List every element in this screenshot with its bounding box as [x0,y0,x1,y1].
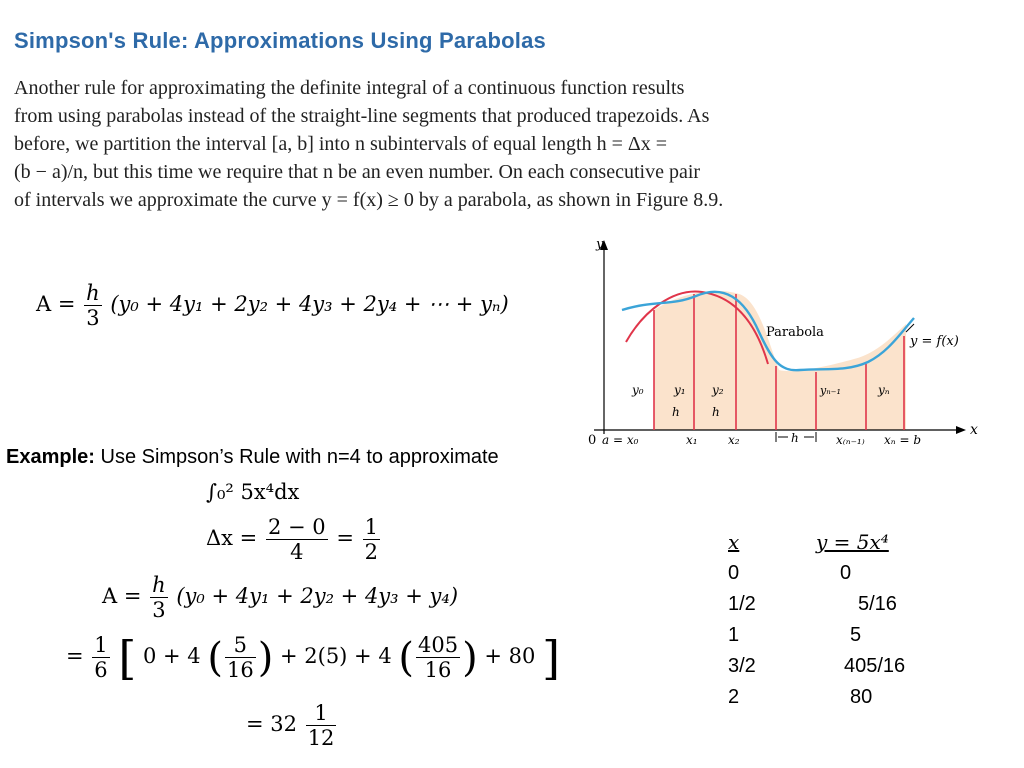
a-fraction [150,574,168,621]
table-header-x: x [728,530,740,554]
a-lhs: A = [102,584,142,609]
left-paren: ( [398,634,414,681]
table-cell-x: 1 [728,624,740,646]
dx-den: 4 [266,539,328,563]
strip-label: yₙ [878,383,890,397]
strip-label: yₙ₋₁ [820,384,841,397]
h-label: h [712,405,720,419]
table-cell-x: 1/2 [728,593,756,615]
left-paren: ( [207,634,223,681]
result-equation [246,702,338,749]
x-tick-label: x₂ [728,433,740,447]
right-paren: ) [462,634,478,681]
result-lhs: = 32 [246,712,297,737]
sub-f1-num: 5 [233,633,248,657]
left-bracket: [ [118,630,137,685]
simpson-formula [36,282,509,329]
h-label: h [672,405,680,419]
paragraph-line: Another rule for approximating the definite integral of a continuous function results [14,77,685,99]
formula-frac-num: h [86,281,100,305]
section-title: Simpson's Rule: Approximations Using Parabolas [14,28,546,53]
sub-part2: + 2(5) + 4 [280,644,392,669]
x-tick-label: x₁ [686,433,698,447]
h-span-label: h [791,431,799,445]
curve-label: y = f(x) [910,334,959,349]
y-axis-label: y [596,237,604,252]
right-bracket: ] [542,630,561,685]
sub-f2-den: 16 [416,657,460,681]
result-fraction [306,702,337,749]
sub-part3: + 80 [484,644,536,669]
sub-num: 1 [94,633,108,657]
strip-label: y₀ [632,383,644,397]
dx-fraction [266,516,328,563]
paragraph-line: from using parabolas instead of the straight-line segments that produced trapezoids. As [14,105,710,127]
example-prompt [6,446,499,469]
parabola-figure [584,234,984,452]
strip-label: y₁ [674,383,686,397]
table-cell-y: 405/16 [844,655,906,677]
dx-res-num: 1 [364,515,378,539]
x-axis-label: x [970,422,978,438]
table-cell-y: 80 [850,686,873,708]
sub-frac1 [225,634,256,681]
a-den: 3 [150,597,168,621]
intro-paragraph [14,74,1004,214]
sub-part1: 0 + 4 [143,644,201,669]
x-tick-label: x₍ₙ₋₁₎ [836,433,865,447]
integral-expression: ∫₀² 5x⁴dx [206,480,300,504]
table-cell-y: 5 [850,624,862,646]
formula-fraction [84,282,102,329]
x-tick-label: xₙ = b [884,433,921,447]
example-label: Example: [6,446,95,468]
dx-res-den: 2 [364,540,378,565]
formula-rhs: (y₀ + 4y₁ + 2y₂ + 4y₃ + 2y₄ + ⋯ + yₙ) [110,292,509,317]
table-cell-x: 3/2 [728,655,756,677]
substitution-equation [66,630,561,685]
table-cell-y: 0 [840,562,852,584]
paragraph-line: (b − a)/n, but this time we require that n be an even number. On each consecutive pair [14,161,701,183]
dx-result [363,516,380,563]
formula-lhs: A = [36,292,76,317]
dx-lhs: Δx = [206,526,258,551]
result-den: 12 [307,726,335,751]
strip-label: y₂ [712,383,724,397]
sub-eq: = [66,644,84,669]
sub-fraction [92,634,109,681]
paragraph-line: of intervals we approximate the curve y = f(x) ≥ 0 by a parabola, as shown in Figure 8.9. [14,189,724,211]
table-cell-x: 0 [728,562,740,584]
example-text: Use Simpson’s Rule with n=4 to approximate [94,446,499,468]
table-header-y: y = 5x⁴ [816,530,889,554]
table-cell-y: 5/16 [858,593,897,615]
parabola-label: Parabola [766,325,824,340]
a-rhs: (y₀ + 4y₁ + 2y₂ + 4y₃ + y₄) [176,584,459,609]
dx-num: 2 − 0 [267,515,326,539]
a-num: h [152,573,166,597]
paragraph-line: before, we partition the interval [a, b] into n subintervals of equal length h = Δx = [14,133,668,155]
result-num: 1 [314,701,328,725]
sub-frac2 [416,634,460,681]
dx-eq: = [336,526,354,551]
origin-label: 0 [588,433,597,448]
x-axis-arrow-icon [956,426,966,434]
sub-f1-den: 16 [226,658,254,683]
sub-f2-num: 405 [417,633,459,657]
right-paren: ) [257,634,274,681]
table-cell-x: 2 [728,686,740,708]
formula-frac-den: 3 [84,305,102,329]
x-tick-label: a = x₀ [602,433,639,447]
dx-equation [206,516,382,563]
sub-den: 6 [94,658,108,683]
a-equation [102,574,458,621]
